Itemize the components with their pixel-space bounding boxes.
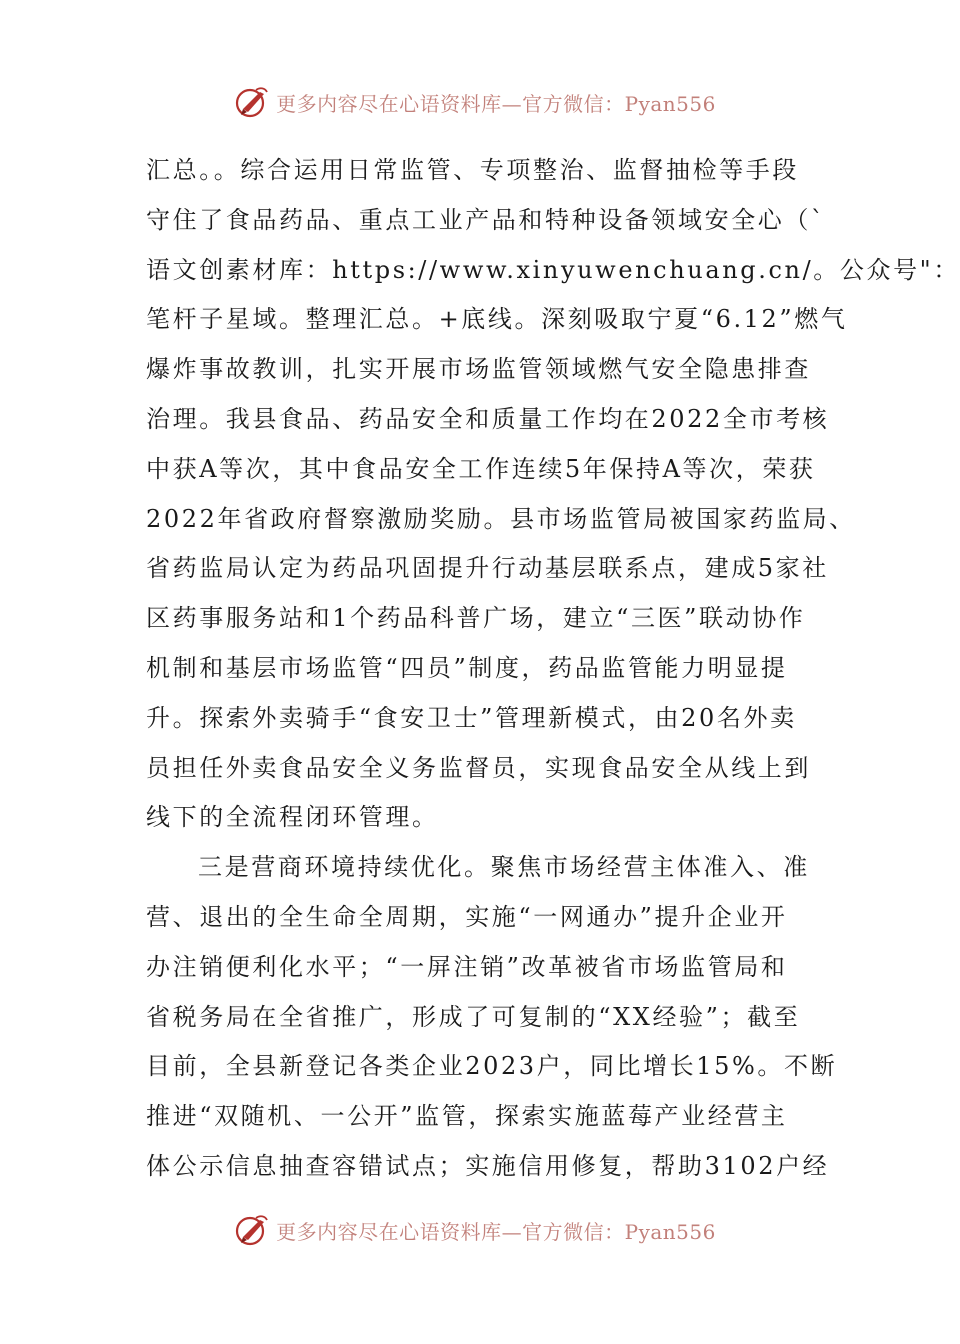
body-line: 守住了食品药品、重点工业产品和特种设备领域安全心（` (146, 205, 826, 234)
body-line: 爆炸事故教训，扎实开展市场监管领域燃气安全隐患排查 (146, 355, 811, 384)
body-line: 语文创素材库：https://www.xinyuwenchuang.cn/。公众号"： (146, 255, 960, 284)
footer-banner (0, 1210, 950, 1250)
body-line: 营、退出的全生命全周期，实施“一网通办”提升企业开 (146, 902, 788, 931)
pen-circle-logo-icon (234, 84, 270, 120)
body-line: 体公示信息抽查容错试点；实施信用修复，帮助3102户经 (146, 1151, 830, 1180)
body-line: 省税务局在全省推广，形成了可复制的“XX经验”；截至 (146, 1002, 801, 1031)
body-line: 汇总。。综合运用日常监管、专项整治、监督抽检等手段 (146, 156, 799, 184)
body-line: 推进“双随机、一公开”监管，探索实施蓝莓产业经营主 (146, 1102, 788, 1131)
body-line: 区药事服务站和1个药品科普广场，建立“三医”联动协作 (146, 604, 806, 633)
body-line: 员担任外卖食品安全义务监督员，实现食品安全从线上到 (146, 753, 811, 782)
body-line: 办注销便利化水平；“一屏注销”改革被省市场监管局和 (146, 952, 788, 981)
body-line: 2022年省政府督察激励奖励。县市场监管局被国家药监局、 (146, 504, 856, 533)
body-line: 中获A等次，其中食品安全工作连续5年保持A等次，荣获 (146, 454, 816, 483)
header-banner (0, 82, 950, 122)
body-line: 升。探索外卖骑手“食安卫士”管理新模式，由20名外卖 (146, 703, 797, 732)
pen-circle-logo-icon (234, 1212, 270, 1248)
body-line: 省药监局认定为药品巩固提升行动基层联系点，建成5家社 (146, 554, 829, 583)
document-body (146, 146, 960, 1192)
body-line: 机制和基层市场监管“四员”制度，药品监管能力明显提 (146, 653, 788, 682)
body-line: 笔杆子星域。整理汇总。+底线。深刻吸取宁夏“6.12”燃气 (146, 305, 848, 334)
body-line: 目前，全县新登记各类企业2023户，同比增长15%。不断 (146, 1052, 838, 1081)
body-line: 线下的全流程闭环管理。 (146, 803, 439, 832)
header-banner-text: 更多内容尽在心语资料库—官方微信：Pyan556 (276, 91, 716, 116)
paragraph-start-line: 三是营商环境持续优化。聚焦市场经营主体准入、准 (198, 853, 810, 882)
footer-banner-text: 更多内容尽在心语资料库—官方微信：Pyan556 (276, 1219, 716, 1244)
body-line: 治理。我县食品、药品安全和质量工作均在2022全市考核 (146, 404, 830, 433)
